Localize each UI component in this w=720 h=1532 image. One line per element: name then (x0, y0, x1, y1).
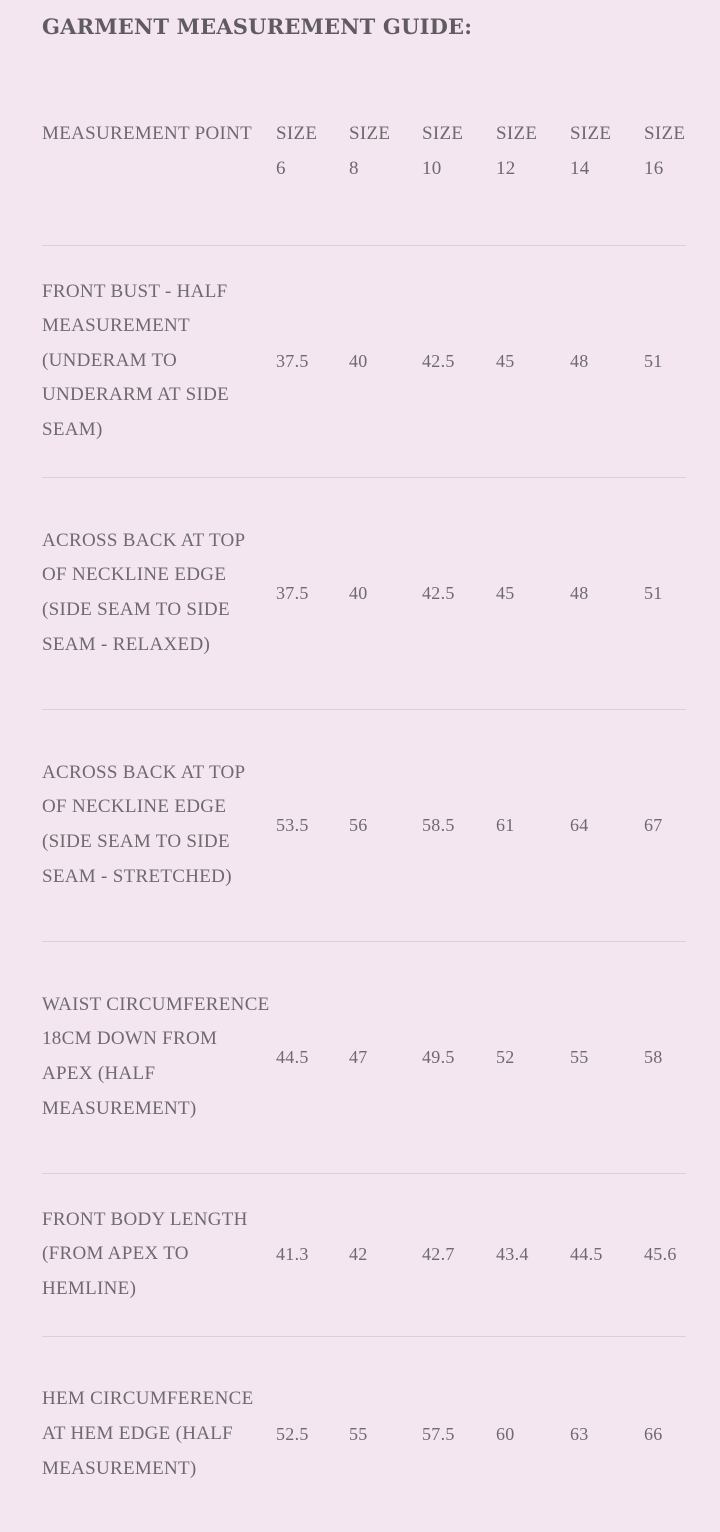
value-size-10: 42.5 (422, 350, 455, 371)
measurement-point: FRONT BUST - HALF MEASUREMENT (UNDERAM TO UNDERARM AT SIDE SEAM) (42, 280, 230, 440)
value-size-16: 51 (644, 582, 663, 603)
measurement-point: ACROSS BACK AT TOP OF NECKLINE EDGE (SIDE SEAM TO SIDE SEAM - STRETCHED) (42, 761, 245, 887)
size-number: 10 (422, 157, 442, 179)
measurement-table (42, 112, 686, 1532)
value-size-6: 44.5 (276, 1046, 309, 1067)
measurement-point: HEM CIRCUMFERENCE AT HEM EDGE (HALF MEASUREMENT) (42, 1388, 254, 1479)
value-size-12: 60 (496, 1423, 515, 1444)
measurement-guide (42, 0, 686, 1532)
measurement-point: ACROSS BACK AT TOP OF NECKLINE EDGE (SIDE SEAM TO SIDE SEAM - RELAXED) (42, 529, 245, 655)
value-size-10: 49.5 (422, 1046, 455, 1067)
value-size-16: 66 (644, 1423, 663, 1444)
size-label: SIZE (496, 123, 538, 144)
value-size-8: 56 (349, 814, 368, 835)
size-number: 14 (570, 157, 590, 179)
size-label: SIZE (644, 123, 686, 144)
value-size-12: 61 (496, 814, 515, 835)
value-size-10: 58.5 (422, 814, 455, 835)
value-size-16: 58 (644, 1046, 663, 1067)
table-row-front-body-length (42, 1173, 686, 1336)
table-row-front-bust (42, 245, 686, 477)
value-size-12: 45 (496, 582, 515, 603)
value-size-8: 40 (349, 350, 368, 371)
value-size-12: 52 (496, 1046, 515, 1067)
size-label: SIZE (422, 123, 464, 144)
value-size-6: 41.3 (276, 1244, 309, 1265)
value-size-12: 43.4 (496, 1244, 529, 1265)
measurement-point: WAIST CIRCUMFERENCE 18CM DOWN FROM APEX (HALF MEASUREMENT) (42, 993, 270, 1119)
column-header-size-8 (349, 112, 422, 245)
measurement-point: FRONT BODY LENGTH (FROM APEX TO HEMLINE) (42, 1208, 248, 1299)
value-size-12: 45 (496, 350, 515, 371)
value-size-10: 42.7 (422, 1244, 455, 1265)
value-size-8: 42 (349, 1244, 368, 1265)
table-row-waist-circumference (42, 941, 686, 1173)
table-row-across-back-relaxed (42, 477, 686, 709)
size-number: 12 (496, 157, 516, 179)
page-title: GARMENT MEASUREMENT GUIDE: (42, 14, 473, 39)
size-number: 6 (276, 157, 286, 179)
value-size-8: 40 (349, 582, 368, 603)
value-size-10: 57.5 (422, 1423, 455, 1444)
value-size-16: 51 (644, 350, 663, 371)
size-number: 16 (644, 157, 664, 179)
value-size-14: 44.5 (570, 1244, 603, 1265)
size-label: SIZE (349, 123, 391, 144)
value-size-6: 37.5 (276, 582, 309, 603)
table-row-hem-circumference (42, 1336, 686, 1532)
value-size-14: 64 (570, 814, 589, 835)
value-size-14: 48 (570, 582, 589, 603)
value-size-14: 63 (570, 1423, 589, 1444)
column-header-measurement-point: MEASUREMENT POINT (42, 123, 253, 144)
column-header-size-16 (644, 112, 686, 245)
value-size-8: 47 (349, 1046, 368, 1067)
value-size-14: 55 (570, 1046, 589, 1067)
table-header-row (42, 112, 686, 245)
table-row-across-back-stretched (42, 709, 686, 941)
column-header-size-10 (422, 112, 496, 245)
column-header-size-14 (570, 112, 644, 245)
value-size-6: 53.5 (276, 814, 309, 835)
column-header-size-12 (496, 112, 570, 245)
value-size-6: 52.5 (276, 1423, 309, 1444)
size-number: 8 (349, 157, 359, 179)
size-label: SIZE (276, 123, 318, 144)
value-size-8: 55 (349, 1423, 368, 1444)
column-header-size-6 (276, 112, 349, 245)
value-size-16: 45.6 (644, 1244, 677, 1265)
value-size-6: 37.5 (276, 350, 309, 371)
value-size-16: 67 (644, 814, 663, 835)
value-size-10: 42.5 (422, 582, 455, 603)
value-size-14: 48 (570, 350, 589, 371)
size-label: SIZE (570, 123, 612, 144)
